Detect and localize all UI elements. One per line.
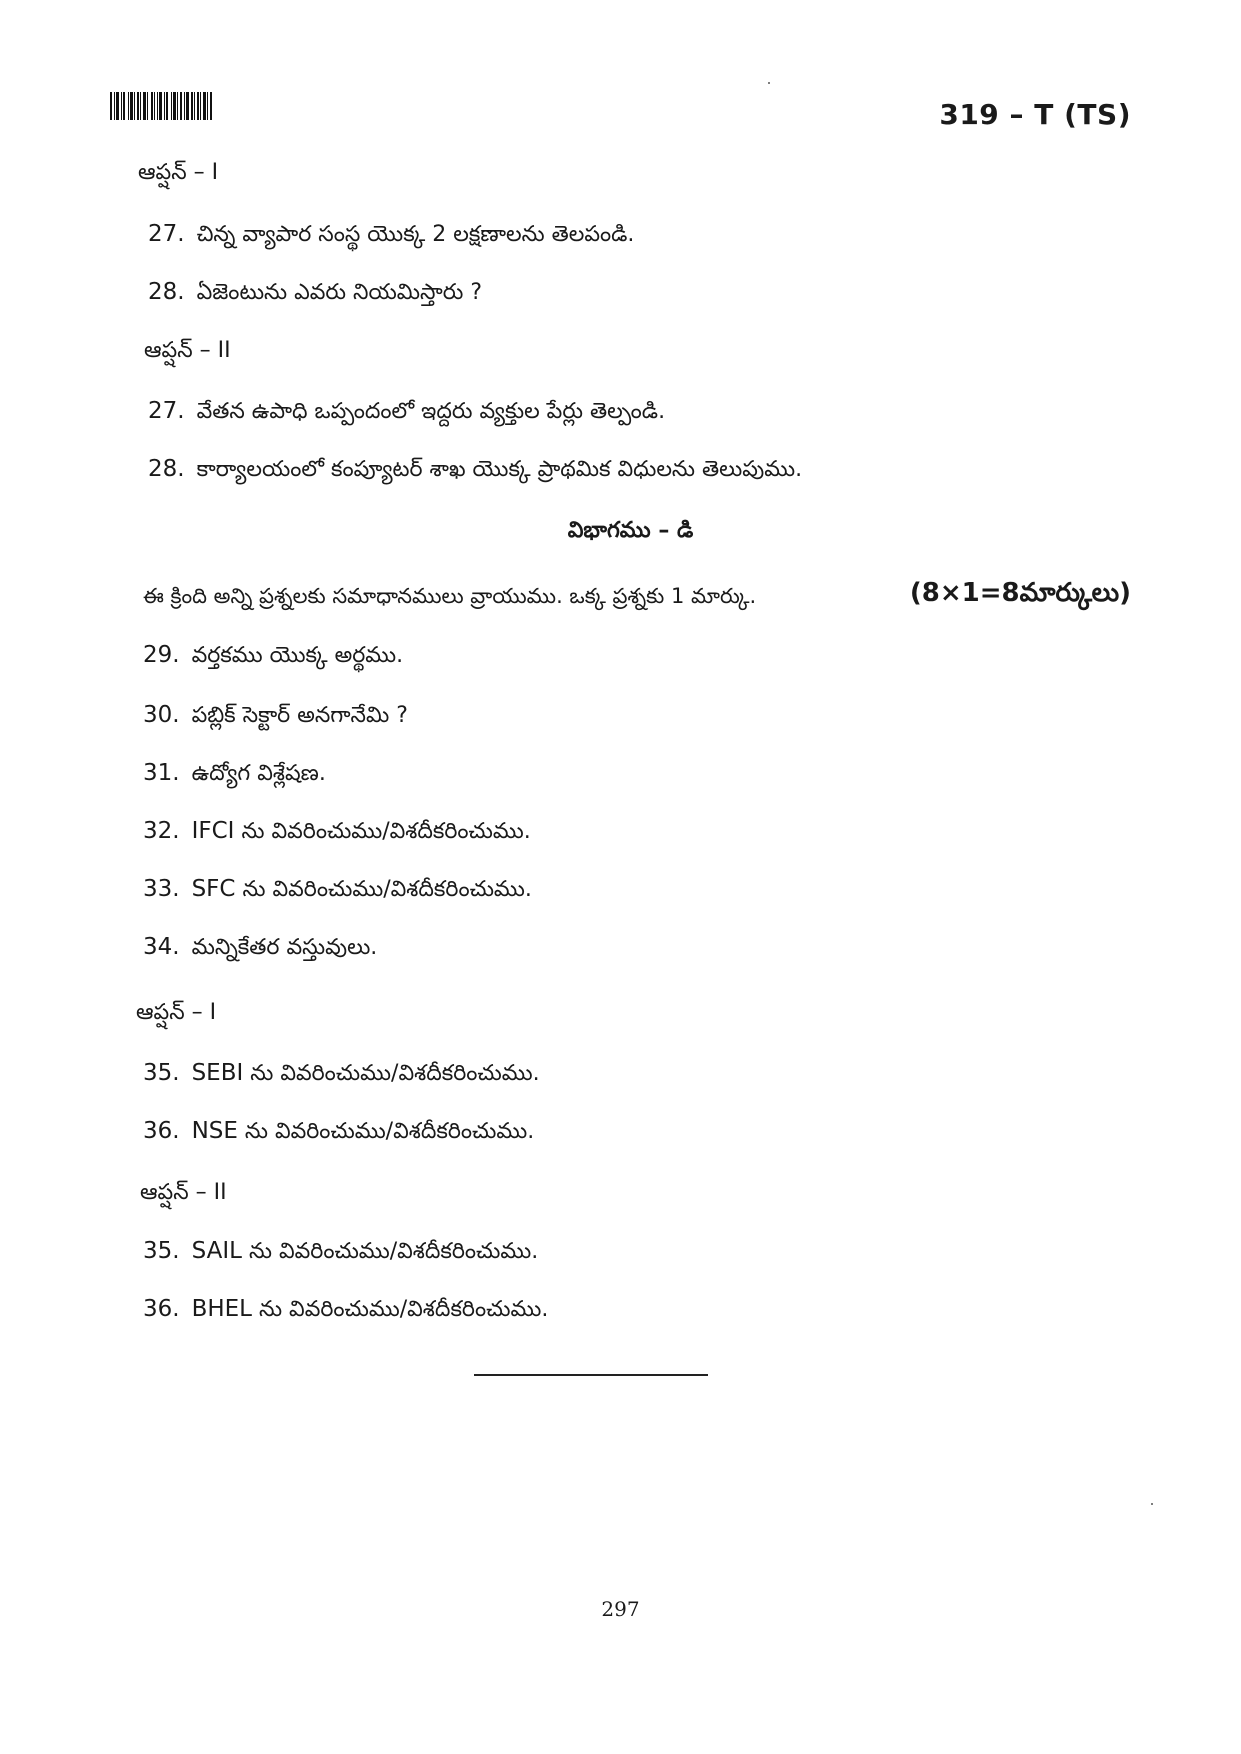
question-abbreviation: BHEL <box>191 1296 252 1322</box>
question-text: ఏజెంటును ఎవరు నియమిస్తారు ? <box>196 280 483 305</box>
section-title: విభాగము – డి <box>567 518 694 543</box>
barcode <box>110 92 245 120</box>
question-27-option-2 <box>148 398 665 429</box>
question-number: 35. <box>143 1238 180 1264</box>
question-abbreviation: SFC <box>191 876 236 902</box>
question-number: 28. <box>148 279 185 305</box>
question-number: 29. <box>143 642 180 668</box>
question-text: ఉద్యోగ విశ్లేషణ. <box>191 761 326 786</box>
question-abbreviation: IFCI <box>191 818 235 844</box>
page-number: 297 <box>601 1597 640 1621</box>
question-text: కార్యాలయంలో కంప్యూటర్ శాఖ యొక్క ప్రాథమిక విధులను తెలుపుము. <box>196 457 803 482</box>
question-32 <box>143 818 531 849</box>
question-number: 31. <box>143 760 180 786</box>
question-text: ను వివరించుము/విశదీకరించుము. <box>248 1239 539 1264</box>
question-number: 27. <box>148 398 185 424</box>
question-number: 30. <box>143 702 180 728</box>
marks-allocation: (8×1=8మార్కులు) <box>909 578 1131 608</box>
question-number: 32. <box>143 818 180 844</box>
question-31 <box>143 760 326 791</box>
question-text: మన్నికేతర వస్తువులు. <box>191 935 378 960</box>
question-33 <box>143 876 532 907</box>
question-abbreviation: SEBI <box>191 1060 244 1086</box>
question-30 <box>143 702 408 733</box>
section-instruction: ఈ క్రింది అన్ని ప్రశ్నలకు సమాధానములు వ్రాయుము. ఒక్క ప్రశ్నకు 1 మార్కు. <box>143 584 757 608</box>
question-text: వర్తకము యొక్క అర్థము. <box>191 643 404 668</box>
question-36-option-1 <box>143 1118 534 1149</box>
question-number: 27. <box>148 221 185 247</box>
scan-speck <box>1151 1503 1153 1505</box>
question-text: చిన్న వ్యాపార సంస్థ యొక్క 2 లక్షణాలను తెలపండి. <box>196 222 635 247</box>
question-text: ను వివరించుము/విశదీకరించుము. <box>242 877 532 902</box>
question-number: 36. <box>143 1296 180 1322</box>
option-heading: ఆప్షన్ – I <box>136 1000 217 1025</box>
scan-speck <box>768 82 770 84</box>
question-number: 35. <box>143 1060 180 1086</box>
question-abbreviation: SAIL <box>191 1238 242 1264</box>
end-rule <box>474 1374 708 1376</box>
question-text: ను వివరించుము/విశదీకరించుము. <box>250 1061 540 1086</box>
question-text: వేతన ఉపాధి ఒప్పందంలో ఇద్దరు వ్యక్తుల పేర్లు తెల్పండి. <box>196 399 666 424</box>
question-35-option-1 <box>143 1060 540 1091</box>
question-36-option-2 <box>143 1296 548 1327</box>
question-35-option-2 <box>143 1238 538 1269</box>
question-28-option-2 <box>148 456 802 487</box>
question-number: 36. <box>143 1118 180 1144</box>
question-29 <box>143 642 403 673</box>
question-text: ను వివరించుము/విశదీకరించుము. <box>259 1297 549 1322</box>
question-number: 28. <box>148 456 185 482</box>
question-28-option-1 <box>148 279 482 310</box>
question-number: 33. <box>143 876 180 902</box>
question-27-option-1 <box>148 221 634 252</box>
option-heading: ఆప్షన్ – II <box>140 1180 227 1205</box>
paper-code: 319 – T (TS) <box>939 98 1131 131</box>
question-text: పబ్లిక్ సెక్టార్ అనగానేమి ? <box>191 703 408 728</box>
question-text: ను వివరించుము/విశదీకరించుము. <box>241 819 531 844</box>
question-number: 34. <box>143 934 180 960</box>
question-34 <box>143 934 377 965</box>
question-abbreviation: NSE <box>191 1118 238 1144</box>
option-heading: ఆప్షన్ – II <box>144 338 231 363</box>
question-text: ను వివరించుము/విశదీకరించుము. <box>244 1119 535 1144</box>
option-heading: ఆప్షన్ – I <box>138 160 219 185</box>
